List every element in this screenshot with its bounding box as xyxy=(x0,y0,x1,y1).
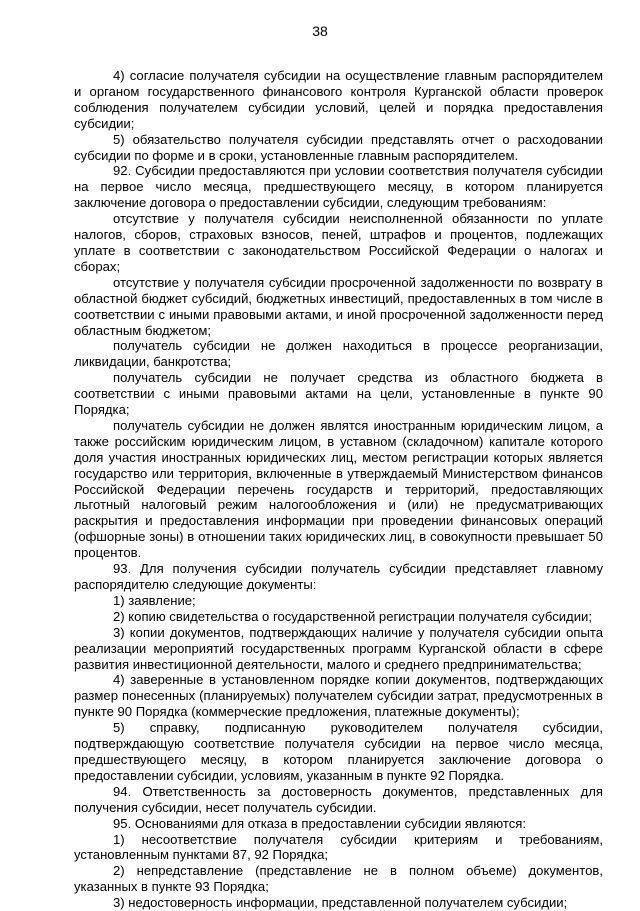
paragraph-item-4-consent: 4) согласие получателя субсидии на осуществление главным распорядителем и органом государственного финансового контроля Курганской области проверок соблюдения получателем субсидии условий, целей и порядка предоставления субсидии; xyxy=(74,68,603,131)
paragraph-item-5-report-obligation: 5) обязательство получателя субсидии представлять отчет о расходовании субсидии по форме и в сроки, установленные главным распорядителем. xyxy=(74,131,603,163)
paragraph-no-reorganization: получатель субсидии не должен находиться в процессе реорганизации, ликвидации, банкротства; xyxy=(74,338,603,370)
paragraph-clause-95: 95. Основаниями для отказа в предоставлении субсидии являются: xyxy=(113,815,526,831)
paragraph-refusal-1: 1) несоответствие получателя субсидии критериям и требованиям, установленным пунктами 87, 92 Порядка; xyxy=(74,831,603,863)
paragraph-clause-92: 92. Субсидии предоставляются при условии соответствия получателя субсидии на первое число месяца, предшествующего месяцу, в котором планируется заключение договора о предоставлении субсидии, следующим требованиям: xyxy=(74,163,603,211)
page-number: 38 xyxy=(312,23,328,39)
document-body xyxy=(74,68,603,911)
paragraph-doc-costs: 4) заверенные в установленном порядке копии документов, подтверждающих размер понесенных (планируемых) получателем субсидии затрат, предусмотренных в пункте 90 Порядка (коммерческие предложения, платежные документы); xyxy=(74,672,603,720)
paragraph-no-other-funds: получатель субсидии не получает средства из областного бюджета в соответствии с иными правовыми актами на цели, установленные в пункте 90 Порядка; xyxy=(74,370,603,418)
paragraph-refusal-3: 3) недостоверность информации, представленной получателем субсидии; xyxy=(113,895,568,911)
paragraph-doc-registration-copy: 2) копию свидетельства о государственной регистрации получателя субсидии; xyxy=(113,608,592,624)
paragraph-no-tax-debt: отсутствие у получателя субсидии неисполненной обязанности по уплате налогов, сборов, страховых взносов, пеней, штрафов и процентов, подлежащих уплате в соответствии с законодательством Российской Федерации о налогах и сборах; xyxy=(74,211,603,274)
paragraph-not-foreign-entity: получатель субсидии не должен являтся иностранным юридическим лицом, а также российским юридическим лицом, в уставном (складочном) капитале которого доля участия иностранных юридических лиц, местом регистрации которых является государство или территория, включенные в утверждаемый Министерством финансов Российской Федерации перечень государств и территорий, предоставляющих льготный налоговый режим налогообложения и (или) не предусматривающих раскрытия и предоставления информации при проведении финансовых операций (офшорные зоны) в отношении таких юридических лиц, в совокупности превышает 50 процентов. xyxy=(74,417,603,561)
paragraph-doc-certificate: 5) справку, подписанную руководителем получателя субсидии, подтверждающую соответствие получателя субсидии на первое число месяца, предшествующего месяцу, в котором планируется заключение договора о предоставлении субсидии, условиям, указанным в пункте 92 Порядка. xyxy=(74,720,603,783)
paragraph-no-overdue-debt: отсутствие у получателя субсидии просроченной задолженности по возврату в областной бюджет субсидий, бюджетных инвестиций, предоставленных в том числе в соответствии с иными правовыми актами, и иной просроченной задолженности перед областным бюджетом; xyxy=(74,274,603,338)
paragraph-doc-application: 1) заявление; xyxy=(113,592,196,608)
paragraph-refusal-2: 2) непредставление (представление не в полном объеме) документов, указанных в пункте 93 Порядка; xyxy=(74,863,603,895)
paragraph-doc-experience: 3) копии документов, подтверждающих наличие у получателя субсидии опыта реализации мероприятий государственных программ Курганской области в сфере развития инвестиционной деятельности, малого и среднего предпринимательства; xyxy=(74,624,603,672)
paragraph-clause-93: 93. Для получения субсидии получатель субсидии представляет главному распорядителю следующие документы: xyxy=(74,561,603,592)
paragraph-clause-94: 94. Ответственность за достоверность документов, представленных для получения субсидии, несет получатель субсидии. xyxy=(74,783,603,815)
